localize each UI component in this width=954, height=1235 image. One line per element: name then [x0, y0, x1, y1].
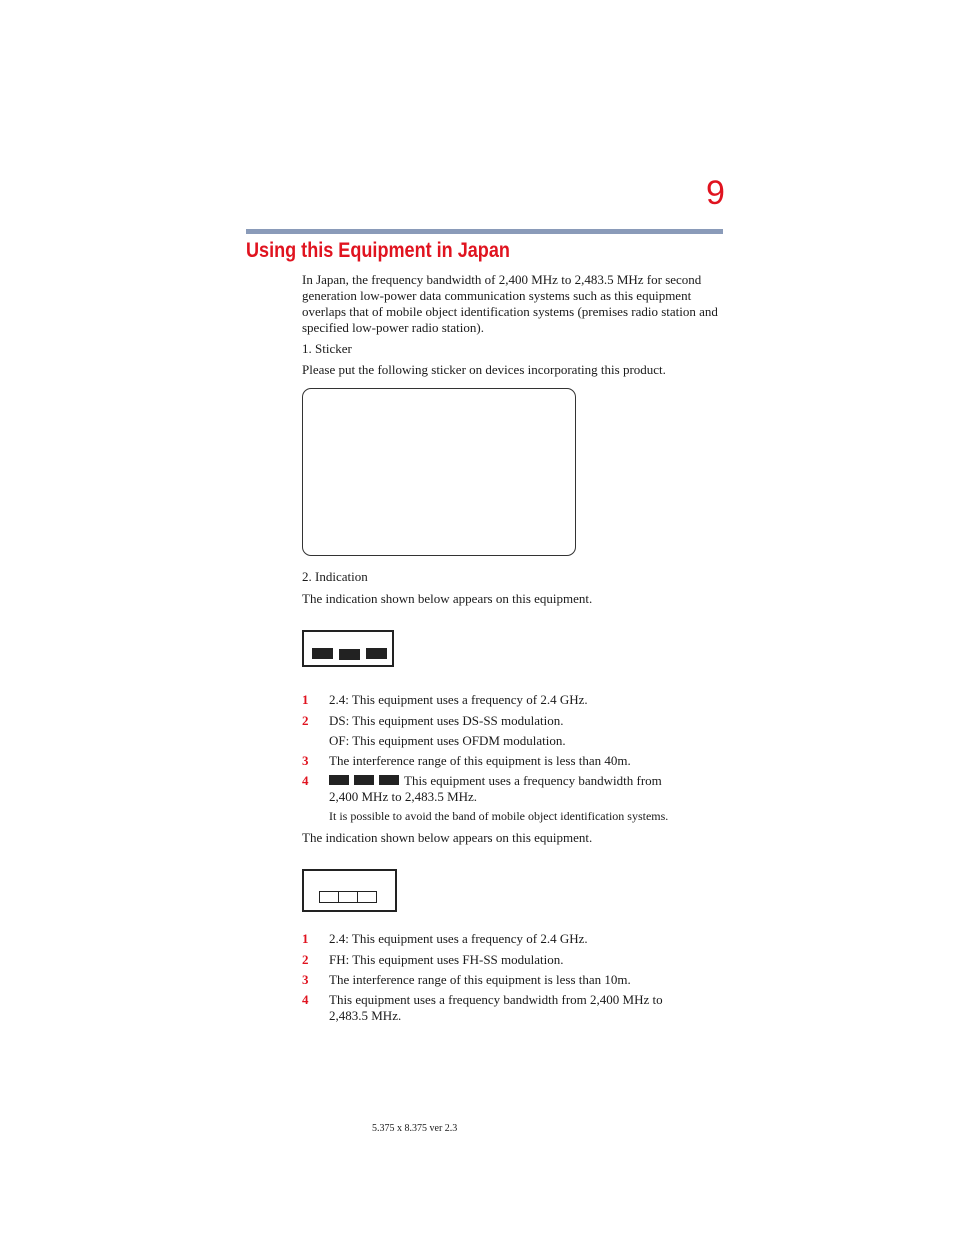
avoid-note: It is possible to avoid the band of mobile object identification systems.: [329, 809, 669, 823]
sticker-placeholder: [302, 388, 576, 556]
list2-item-cont: 2,483.5 MHz.: [329, 1008, 402, 1023]
list1-item: The interference range of this equipment is less than 40m.: [329, 753, 631, 768]
list2-item: FH: This equipment uses FH-SS modulation.: [329, 952, 564, 967]
page-number: 9: [706, 174, 725, 212]
label-cell: [338, 891, 358, 903]
list2-item: The interference range of this equipment is less than 10m.: [329, 972, 631, 987]
list1-number: 3: [302, 753, 309, 768]
list2-number: 3: [302, 972, 309, 987]
list1-item: 2.4: This equipment uses a frequency of 2.4 GHz.: [329, 692, 588, 707]
list1-number: 1: [302, 692, 309, 707]
list1-item-extra: OF: This equipment uses OFDM modulation.: [329, 733, 566, 748]
label-block: [339, 649, 360, 660]
label-block: [312, 648, 333, 659]
indication-label-fh: [302, 869, 397, 912]
indication-text-1: The indication shown below appears on this equipment.: [302, 591, 593, 606]
header-rule: [246, 229, 723, 234]
indication-text-2: The indication shown below appears on this equipment.: [302, 830, 593, 845]
inline-block: [329, 775, 349, 785]
sticker-instruction: Please put the following sticker on devices incorporating this product.: [302, 362, 666, 377]
label-block: [366, 648, 387, 659]
inline-block: [379, 775, 399, 785]
list2-item: This equipment uses a frequency bandwidth from 2,400 MHz to: [329, 992, 663, 1007]
indication-label-ds: [302, 630, 394, 667]
label-cell: [319, 891, 339, 903]
inline-block: [354, 775, 374, 785]
list1-number: 2: [302, 713, 309, 728]
list1-item-cont: 2,400 MHz to 2,483.5 MHz.: [329, 789, 478, 804]
list1-item: This equipment uses a frequency bandwidth from: [404, 773, 662, 788]
indication-title: 2. Indication: [302, 569, 368, 584]
label-cell: [357, 891, 377, 903]
list2-number: 2: [302, 952, 309, 967]
sticker-title: 1. Sticker: [302, 341, 352, 356]
intro-paragraph: In Japan, the frequency bandwidth of 2,400 MHz to 2,483.5 MHz for second generation low-power data communication systems such as this equipment overlaps that of mobile object identification systems (premises radio station and specified low-power radio station).: [302, 272, 718, 335]
section-heading: Using this Equipment in Japan: [246, 239, 510, 262]
list2-number: 4: [302, 992, 309, 1007]
footer-version: 5.375 x 8.375 ver 2.3: [372, 1123, 458, 1134]
list2-item: 2.4: This equipment uses a frequency of 2.4 GHz.: [329, 931, 588, 946]
list2-number: 1: [302, 931, 309, 946]
list1-number: 4: [302, 773, 309, 788]
list1-item: DS: This equipment uses DS-SS modulation.: [329, 713, 564, 728]
